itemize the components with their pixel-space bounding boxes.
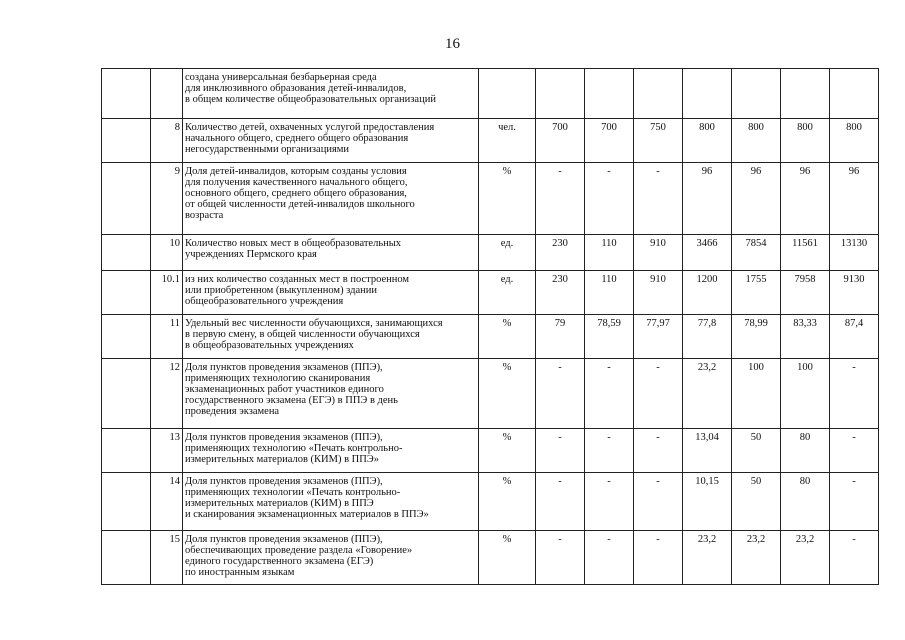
blank-cell (102, 119, 151, 163)
value-cell: - (830, 531, 879, 585)
value-cell: 700 (536, 119, 585, 163)
indicator-name-cell: создана универсальная безбарьерная среда для инклюзивного образования детей-инвалидов, в общем количестве общеобразовательных организаций (183, 69, 479, 119)
value-cell: 23,2 (781, 531, 830, 585)
unit-cell: % (479, 473, 536, 531)
value-cell: - (634, 359, 683, 429)
table-row (102, 315, 879, 359)
indicator-name-cell: из них количество созданных мест в построенном или приобретенном (выкупленном) здании общеобразовательного учреждения (183, 271, 479, 315)
value-cell: 7958 (781, 271, 830, 315)
blank-cell (102, 69, 151, 119)
value-cell: 1200 (683, 271, 732, 315)
value-cell (585, 69, 634, 119)
value-cell: 13,04 (683, 429, 732, 473)
table-row (102, 531, 879, 585)
value-cell: 800 (732, 119, 781, 163)
value-cell: 87,4 (830, 315, 879, 359)
value-cell (732, 69, 781, 119)
value-cell: 78,99 (732, 315, 781, 359)
value-cell: - (634, 531, 683, 585)
value-cell: - (536, 531, 585, 585)
row-number-cell: 10 (151, 235, 183, 271)
value-cell: - (585, 359, 634, 429)
value-cell: - (634, 473, 683, 531)
unit-cell: % (479, 429, 536, 473)
value-cell: - (634, 429, 683, 473)
value-cell: - (536, 163, 585, 235)
value-cell: 9130 (830, 271, 879, 315)
value-cell: - (634, 163, 683, 235)
unit-cell (479, 69, 536, 119)
value-cell: - (830, 359, 879, 429)
value-cell: 750 (634, 119, 683, 163)
value-cell: 110 (585, 235, 634, 271)
table-row (102, 163, 879, 235)
value-cell: - (585, 429, 634, 473)
blank-cell (102, 473, 151, 531)
value-cell: 83,33 (781, 315, 830, 359)
value-cell: 800 (830, 119, 879, 163)
blank-cell (102, 359, 151, 429)
unit-cell: % (479, 359, 536, 429)
value-cell: 79 (536, 315, 585, 359)
value-cell: 80 (781, 429, 830, 473)
blank-cell (102, 429, 151, 473)
row-number-cell (151, 69, 183, 119)
value-cell: 78,59 (585, 315, 634, 359)
value-cell: 13130 (830, 235, 879, 271)
value-cell: 96 (732, 163, 781, 235)
row-number-cell: 12 (151, 359, 183, 429)
indicator-name-cell: Доля пунктов проведения экзаменов (ППЭ), применяющих технологию сканирования экзаменационных работ участников единого государственного экзамена (ЕГЭ) в ППЭ в день проведения экзамена (183, 359, 479, 429)
blank-cell (102, 315, 151, 359)
value-cell (683, 69, 732, 119)
indicator-name-cell: Доля пунктов проведения экзаменов (ППЭ), обеспечивающих проведение раздела «Говорение» единого государственного экзамена (ЕГЭ) по иностранным языкам (183, 531, 479, 585)
table-row (102, 69, 879, 119)
value-cell: - (830, 473, 879, 531)
value-cell: 910 (634, 271, 683, 315)
value-cell: 230 (536, 271, 585, 315)
indicator-name-cell: Количество детей, охваченных услугой предоставления начального общего, среднего общего образования негосударственными организациями (183, 119, 479, 163)
value-cell: 3466 (683, 235, 732, 271)
value-cell: 100 (781, 359, 830, 429)
blank-cell (102, 271, 151, 315)
value-cell: - (585, 473, 634, 531)
unit-cell: чел. (479, 119, 536, 163)
blank-cell (102, 163, 151, 235)
indicator-name-cell: Доля пунктов проведения экзаменов (ППЭ), применяющих технологии «Печать контрольно- измерительных материалов (КИМ) в ППЭ и сканирования экзаменационных материалов в ППЭ» (183, 473, 479, 531)
value-cell: - (536, 473, 585, 531)
page-number: 16 (445, 36, 460, 52)
value-cell (830, 69, 879, 119)
blank-cell (102, 235, 151, 271)
value-cell: 23,2 (732, 531, 781, 585)
value-cell: - (585, 531, 634, 585)
value-cell: 11561 (781, 235, 830, 271)
value-cell: 1755 (732, 271, 781, 315)
unit-cell: % (479, 163, 536, 235)
blank-cell (102, 531, 151, 585)
row-number-cell: 13 (151, 429, 183, 473)
table-row (102, 429, 879, 473)
indicator-name-cell: Удельный вес численности обучающихся, занимающихся в первую смену, в общей численности обучающихся в общеобразовательных учреждениях (183, 315, 479, 359)
value-cell: 96 (683, 163, 732, 235)
unit-cell: % (479, 315, 536, 359)
value-cell: 50 (732, 429, 781, 473)
value-cell: - (585, 163, 634, 235)
value-cell: - (536, 429, 585, 473)
row-number-cell: 11 (151, 315, 183, 359)
value-cell: 800 (683, 119, 732, 163)
value-cell: 77,97 (634, 315, 683, 359)
value-cell: 10,15 (683, 473, 732, 531)
value-cell (634, 69, 683, 119)
value-cell: 230 (536, 235, 585, 271)
indicator-name-cell: Доля пунктов проведения экзаменов (ППЭ), применяющих технологию «Печать контрольно- измерительных материалов (КИМ) в ППЭ» (183, 429, 479, 473)
value-cell: 110 (585, 271, 634, 315)
indicators-table (101, 68, 879, 585)
indicator-name-cell: Доля детей-инвалидов, которым созданы условия для получения качественного начального общего, основного общего, среднего общего образования, от общей численности детей-инвалидов школьного возраста (183, 163, 479, 235)
value-cell: 80 (781, 473, 830, 531)
row-number-cell: 10.1 (151, 271, 183, 315)
value-cell: 23,2 (683, 531, 732, 585)
row-number-cell: 15 (151, 531, 183, 585)
value-cell: 96 (781, 163, 830, 235)
value-cell: 50 (732, 473, 781, 531)
value-cell: 7854 (732, 235, 781, 271)
value-cell: 23,2 (683, 359, 732, 429)
value-cell: 96 (830, 163, 879, 235)
row-number-cell: 8 (151, 119, 183, 163)
row-number-cell: 14 (151, 473, 183, 531)
table-row (102, 271, 879, 315)
table-row (102, 119, 879, 163)
value-cell: 77,8 (683, 315, 732, 359)
value-cell: - (536, 359, 585, 429)
value-cell: 910 (634, 235, 683, 271)
value-cell (536, 69, 585, 119)
table-row (102, 235, 879, 271)
unit-cell: ед. (479, 271, 536, 315)
unit-cell: % (479, 531, 536, 585)
value-cell: 800 (781, 119, 830, 163)
row-number-cell: 9 (151, 163, 183, 235)
table-row (102, 359, 879, 429)
value-cell: 700 (585, 119, 634, 163)
value-cell (781, 69, 830, 119)
indicator-name-cell: Количество новых мест в общеобразовательных учреждениях Пермского края (183, 235, 479, 271)
value-cell: 100 (732, 359, 781, 429)
table-row (102, 473, 879, 531)
value-cell: - (830, 429, 879, 473)
table-body (102, 69, 879, 585)
unit-cell: ед. (479, 235, 536, 271)
